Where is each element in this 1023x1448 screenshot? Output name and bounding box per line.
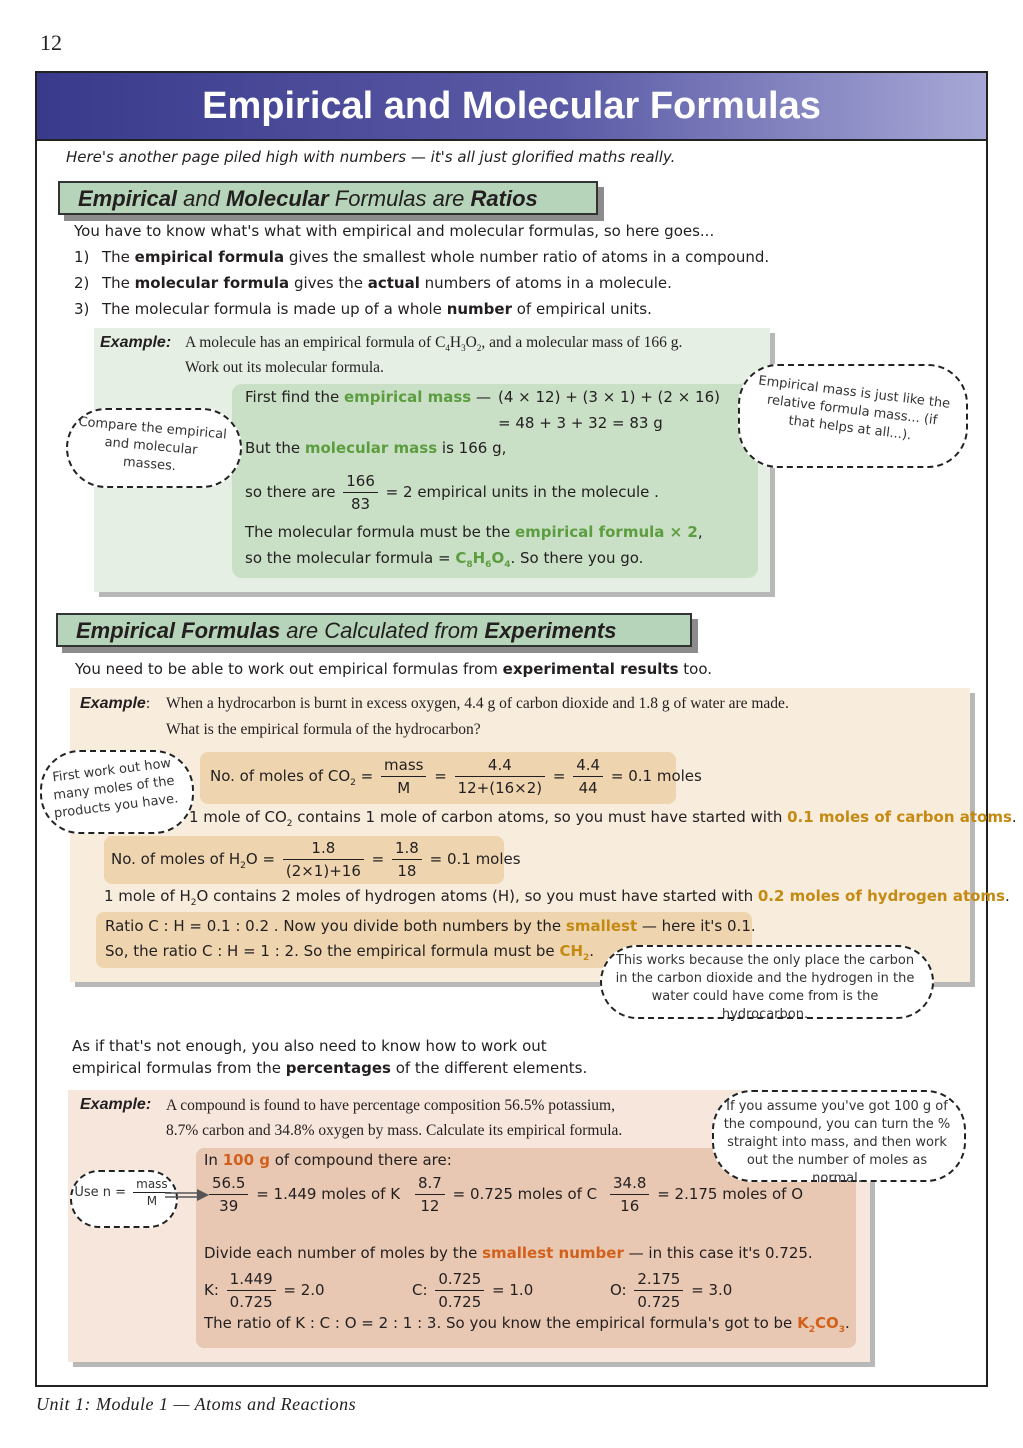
example1-question: A molecule has an empirical formula of $C_4H_3O_2$, and a molecular mass of 166 g.: [185, 334, 683, 354]
ratio-line-1: Ratio C : H = 0.1 : 0.2 . Now you divide both numbers by the smallest — here it's 0.1.: [105, 917, 756, 935]
section1-lead: You have to know what's what with empirical and molecular formulas, so here goes...: [74, 222, 715, 240]
in-100g-line: In 100 g of compound there are:: [204, 1151, 452, 1169]
example3-question: A compound is found to have percentage composition 56.5% potassium,: [166, 1097, 615, 1114]
section1-heading: Empirical and Molecular Formulas are Ratios: [58, 181, 598, 215]
o-ratio: O: $\frac{2.175}{0.725}$ = 3.0: [610, 1270, 733, 1311]
footer: Unit 1: Module 1 — Atoms and Reactions: [36, 1394, 357, 1414]
note-use-n: Use n = $\frac{\text{mass}}{M}$: [74, 1176, 174, 1209]
o-moles: $\frac{34.8}{16}$ = 2.175 moles of O: [607, 1172, 803, 1217]
ratio-line-2: So, the ratio C : H = 1 : 2. So the empirical formula must be $CH_2$.: [105, 942, 595, 963]
list-item: 3) The molecular formula is made up of a whole number of empirical units.: [74, 300, 652, 318]
note-first-work-out: First work out how many moles of the products you have.: [51, 755, 180, 822]
example2-question-2: What is the empirical formula of the hydrocarbon?: [166, 721, 481, 738]
c-moles: $\frac{8.7}{12}$ = 0.725 moles of C: [412, 1172, 597, 1217]
example1-step2: But the molecular mass is 166 g,: [245, 439, 507, 457]
page-number: 12: [40, 30, 62, 55]
example3-label: Example:: [80, 1096, 152, 1113]
title-banner: [37, 73, 986, 141]
k-moles: $\frac{56.5}{39}$ = 1.449 moles of K: [206, 1172, 400, 1217]
c-ratio: C: $\frac{0.725}{0.725}$ = 1.0: [412, 1270, 534, 1311]
hydrogen-atoms-line: 1 mole of $H_2O$ contains 2 moles of hydrogen atoms (H), so you must have started with 0.2 moles of hydrogen atoms.: [104, 887, 1010, 908]
final-formula-line: The ratio of K : C : O = 2 : 1 : 3. So you know the empirical formula's got to be $K_2CO_3$.: [204, 1314, 850, 1335]
example2-label: Example:: [80, 695, 151, 712]
section3-lead: As if that's not enough, you also need to know how to work out empirical formulas from the percentages of the different elements.: [72, 1037, 588, 1077]
example1-step4: The molecular formula must be the empirical formula × 2,: [245, 523, 703, 541]
example1-label: Example:: [100, 334, 172, 351]
example2-question: When a hydrocarbon is burnt in excess oxygen, 4.4 g of carbon dioxide and 1.8 g of water are made.: [166, 695, 789, 712]
list-item: 2) The molecular formula gives the actual numbers of atoms in a molecule.: [74, 274, 672, 292]
k-ratio: K: $\frac{1.449}{0.725}$ = 2.0: [204, 1270, 325, 1311]
co2-moles-calc: No. of moles of $CO_2$ = $\frac{\text{mass}}{M}$ = $\frac{4.4}{12+(16\times 2)}$ = $\frac{4.4}{44}$ = 0.1 moles: [210, 756, 702, 797]
arrow-icon: [165, 1188, 209, 1202]
h2o-moles-calc: No. of moles of $H_2O$ = $\frac{1.8}{(2\times 1)+16}$ = $\frac{1.8}{18}$ = 0.1 moles: [111, 839, 521, 880]
example3-question-2: 8.7% carbon and 34.8% oxygen by mass. Calculate its empirical formula.: [166, 1122, 623, 1139]
intro-text: Here's another page piled high with numbers — it's all just glorified maths really.: [66, 148, 676, 166]
section2-lead: You need to be able to work out empirical formulas from experimental results too.: [75, 660, 713, 678]
section2-heading: Empirical Formulas are Calculated from Experiments: [56, 613, 692, 647]
divide-line: Divide each number of moles by the smallest number — in this case it's 0.725.: [204, 1244, 813, 1262]
example1-step3: so there are $\frac{166}{83}$ = 2 empirical units in the molecule .: [245, 472, 659, 513]
list-item: 1) The empirical formula gives the smallest whole number ratio of atoms in a compound.: [74, 248, 770, 266]
note-this-works: This works because the only place the carbon in the carbon dioxide and the hydrogen in the water could have come from is the hydrocarbon.: [615, 953, 915, 1022]
example1-calc2: = 48 + 3 + 32 = 83 g: [498, 414, 663, 432]
carbon-atoms-line: 1 mole of $CO_2$ contains 1 mole of carbon atoms, so you must have started with 0.1 moles of carbon atoms.: [189, 808, 1017, 829]
example1-question-2: Work out its molecular formula.: [185, 359, 384, 376]
example1-step1: First find the empirical mass —: [245, 388, 491, 406]
note-assume-100g: If you assume you've got 100 g of the compound, you can turn the % straight into mass, and then work out the number of moles as normal.: [723, 1099, 951, 1186]
example1-calc1: (4 × 12) + (3 × 1) + (2 × 16): [498, 388, 720, 406]
page-title: Empirical and Molecular Formulas: [202, 85, 821, 127]
fraction: $\frac{166}{83}$: [343, 470, 378, 515]
example1-step5: so the molecular formula = $C_8H_6O_4$. So there you go.: [245, 549, 644, 570]
note-empirical-mass: Empirical mass is just like the relative formula mass... (if that helps at all...).: [757, 373, 951, 444]
section1-text: [74, 218, 954, 322]
note-compare-masses: Compare the empirical and molecular masses.: [77, 414, 228, 475]
